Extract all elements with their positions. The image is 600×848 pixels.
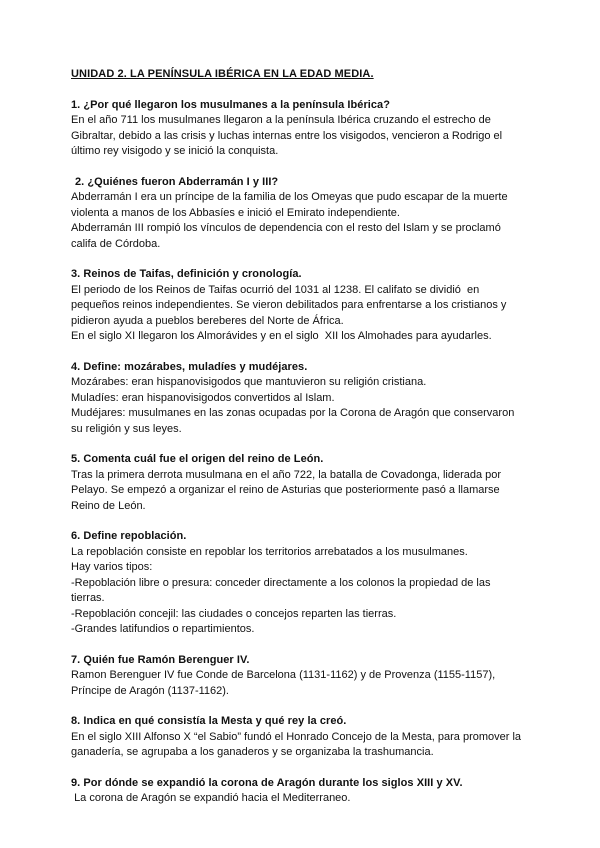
section-answer-line: La repoblación consiste en repoblar los territorios arrebatados a los musulmanes. xyxy=(71,545,468,558)
section-answer-line: En el siglo XIII Alfonso X “el Sabio” fundó el Honrado Concejo de la Mesta, para promover la xyxy=(71,730,522,743)
section-answer-line: Abderramán III rompió los vínculos de dependencia con el resto del Islam y se proclamó xyxy=(71,222,501,234)
document-page xyxy=(71,67,551,822)
section-answer-line: Abderramán I era un príncipe de la familia de los Omeyas que pudo escapar de la muerte xyxy=(71,191,508,203)
section-7 xyxy=(71,653,551,700)
section-2 xyxy=(71,175,551,253)
section-question: 9. Por dónde se expandió la corona de Aragón durante los siglos XIII y XV. xyxy=(71,776,463,789)
section-question: 7. Quién fue Ramón Berenguer IV. xyxy=(71,653,250,666)
section-answer-line: califa de Córdoba. xyxy=(71,237,161,250)
section-answer-line: Príncipe de Aragón (1137-1162). xyxy=(71,684,229,697)
section-5 xyxy=(71,452,551,514)
section-answer-line: En el año 711 los musulmanes llegaron a la península Ibérica cruzando el estrecho de xyxy=(71,114,491,126)
section-4 xyxy=(71,360,551,438)
section-answer-line: su religión y sus leyes. xyxy=(71,422,182,435)
section-8 xyxy=(71,714,551,761)
section-answer-line: pidieron ayuda a pueblos bereberes del Norte de África. xyxy=(71,314,344,327)
section-answer-line: pequeños reinos independientes. Se vieron debilitados para enfrentarse a los cristianos y xyxy=(71,299,507,311)
section-answer-line: Hay varios tipos: xyxy=(71,561,153,573)
section-answer-line: Tras la primera derrota musulmana en el año 722, la batalla de Covadonga, liderada por xyxy=(71,468,502,481)
section-question: 6. Define repoblación. xyxy=(71,530,187,542)
section-answer-line: Pelayo. Se empezó a organizar el reino de Asturias que posteriormente pasó a llamarse xyxy=(71,484,500,496)
section-answer-line: ganadería, se agrupaba a los ganaderos y se organizaba la trashumancia. xyxy=(71,746,434,758)
section-answer-line: Reino de León. xyxy=(71,499,146,512)
section-question: 5. Comenta cuál fue el origen del reino de León. xyxy=(71,453,324,465)
section-answer-line: Muladíes: eran hispanovisigodos convertidos al Islam. xyxy=(71,391,335,404)
document-title: UNIDAD 2. LA PENÍNSULA IBÉRICA EN LA EDAD MEDIA. xyxy=(71,68,374,80)
section-answer-line: -Grandes latifundios o repartimientos. xyxy=(71,623,255,635)
section-answer-line: -Repoblación concejil: las ciudades o concejos reparten las tierras. xyxy=(71,607,397,620)
section-answer-line: -Repoblación libre o presura: conceder directamente a los colonos la propiedad de las xyxy=(71,576,491,589)
section-question: 8. Indica en qué consistía la Mesta y qué rey la creó. xyxy=(71,715,347,727)
section-question: 3. Reinos de Taifas, definición y cronología. xyxy=(71,268,302,280)
section-1 xyxy=(71,98,551,160)
section-answer-line: Mudéjares: musulmanes en las zonas ocupadas por la Corona de Aragón que conservaron xyxy=(71,407,515,419)
section-question: 4. Define: mozárabes, muladíes y mudéjares. xyxy=(71,360,308,373)
section-answer-line: Gibraltar, debido a las crisis y luchas internas entre los visigodos, vencieron a Rodrigo el xyxy=(71,129,503,142)
section-6 xyxy=(71,529,551,638)
section-answer-line: La corona de Aragón se expandió hacia el Mediterraneo. xyxy=(71,792,351,804)
section-answer-line: Mozárabes: eran hispanovisigodos que mantuvieron su religión cristiana. xyxy=(71,376,427,388)
section-3 xyxy=(71,267,551,345)
section-answer-line: último rey visigodo y se inició la conquista. xyxy=(71,145,279,157)
section-answer-line: violenta a manos de los Abbasíes e inició el Emirato independiente. xyxy=(71,206,400,219)
section-question: 1. ¿Por qué llegaron los musulmanes a la península Ibérica? xyxy=(71,98,390,111)
section-answer-line: Ramon Berenguer IV fue Conde de Barcelona (1131-1162) y de Provenza (1155-1157), xyxy=(71,669,496,681)
section-9 xyxy=(71,776,551,807)
section-answer-line: En el siglo XI llegaron los Almorávides y en el siglo XII los Almohades para ayudarles. xyxy=(71,330,492,342)
section-answer-line: tierras. xyxy=(71,592,105,604)
section-question: 2. ¿Quiénes fueron Abderramán I y III? xyxy=(75,175,279,188)
section-answer-line: El periodo de los Reinos de Taifas ocurrió del 1031 al 1238. El califato se dividió en xyxy=(71,283,480,296)
